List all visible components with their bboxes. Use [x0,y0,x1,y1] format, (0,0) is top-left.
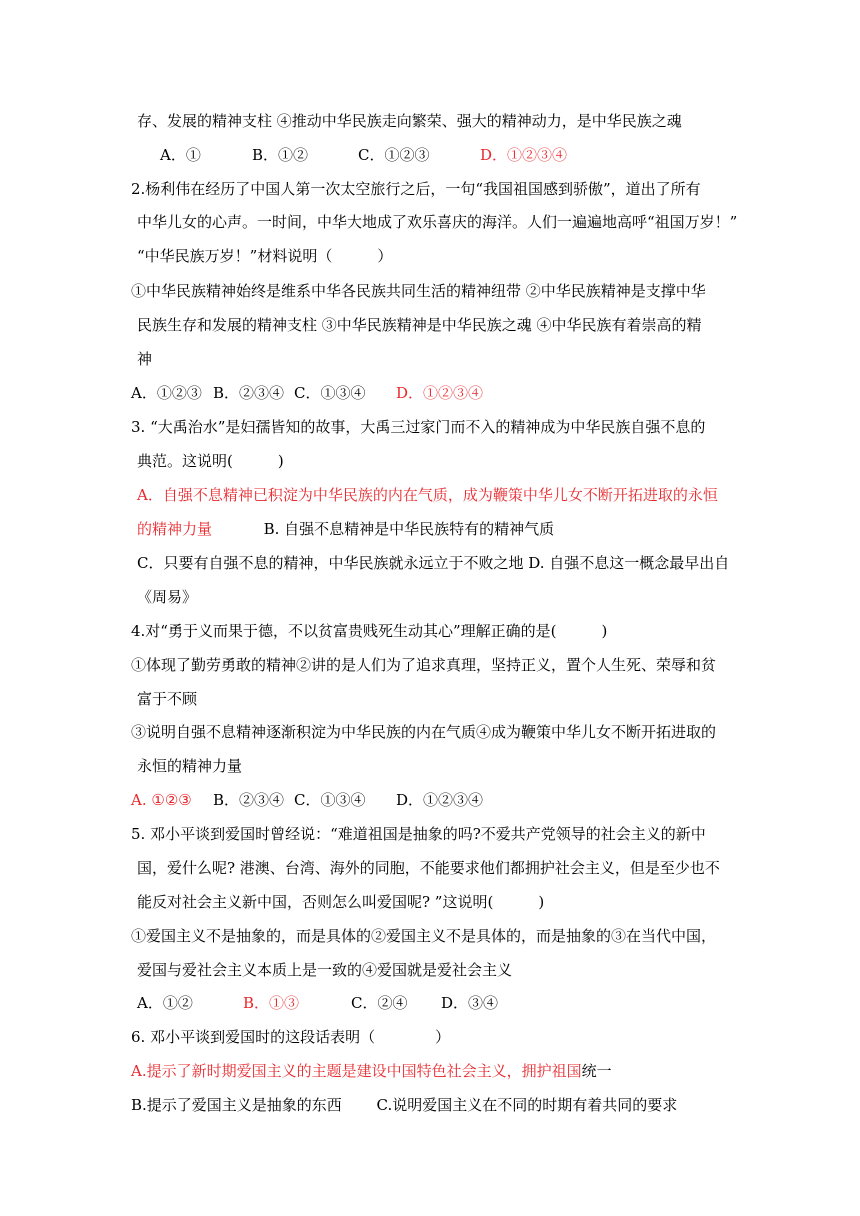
q6-option-bc-line: B.提示了爱国主义是抽象的东西 C.说明爱国主义在不同的时期有着共同的要求 [131,1096,678,1114]
q2-option-b: B．②③④ [213,384,285,402]
q5-stem-line-2: 国，爱什么呢? 港澳、台湾、海外的同胞，不能要求他们都拥护社会主义，但是至少也不 [137,859,720,877]
q5-stem-line-3: 能反对社会主义新中国，否则怎么叫爱国呢? ”这说明( ) [137,893,545,911]
q1-continuation: 存、发展的精神支柱 ④推动中华民族走向繁荣、强大的精神动力，是中华民族之魂 [137,112,682,130]
q5-stem-line-1: 5. 邓小平谈到爱国时曾经说：“难道祖国是抽象的吗?不爱共产党领导的社会主义的新中 [131,825,706,843]
q1-option-a: A．① [160,146,201,164]
q2-statement-line-1: ①中华民族精神始终是维系中华各民族共同生活的精神纽带 ②中华民族精神是支撑中华 [131,282,706,300]
q6-option-a-tail: 统一 [581,1062,612,1080]
q2-option-c: C．①③④ [294,384,366,402]
q3-option-b: B. 自强不息精神是中华民族特有的精神气质 [263,520,555,538]
q2-option-a: A．①②③ [131,384,202,402]
q4-statement-line-4: 永恒的精神力量 [137,757,243,775]
q5-option-c: C．②④ [351,994,408,1012]
q4-option-a-answer: A. ①②③ [131,791,192,809]
q2-statement-line-3: 神 [137,350,153,368]
q4-stem: 4.对“勇于义而果于德，不以贫富贵贱死生动其心”理解正确的是( ) [131,622,608,640]
q4-statement-line-3: ③说明自强不息精神逐渐积淀为中华民族的内在气质④成为鞭策中华儿女不断开拓进取的 [131,723,717,741]
q4-option-b: B．②③④ [213,791,285,809]
q5-option-d: D．③④ [441,994,499,1012]
q5-statement-line-2: 爱国与爱社会主义本质上是一致的④爱国就是爱社会主义 [137,961,513,979]
q6-stem: 6. 邓小平谈到爱国时的这段话表明（ ） [131,1028,451,1046]
q1-option-c: C．①②③ [358,146,430,164]
q3-stem-line-2: 典范。这说明( ) [137,452,284,470]
q3-option-cd-line-2: 《周易》 [137,588,198,606]
q3-option-cd-line-1: C．只要有自强不息的精神，中华民族就永远立于不败之地 D. 自强不息这一概念最早出自 [137,554,730,572]
q4-option-c: C．①③④ [294,791,366,809]
q6-option-a-line [131,1061,612,1081]
q2-stem-line-1: 2.杨利伟在经历了中国人第一次太空旅行之后，一句“我国祖国感到骄傲”，道出了所有 [131,180,701,198]
q5-option-a: A．①② [137,994,193,1012]
q1-option-b: B．①② [252,146,309,164]
q2-option-d-answer: D．①②③④ [396,384,484,402]
q3-option-a-answer-line-1: A．自强不息精神已积淀为中华民族的内在气质，成为鞭策中华儿女不断开拓进取的永恒 [137,486,718,504]
q2-stem-line-3: “中华民族万岁！”材料说明（ ） [137,247,393,265]
q2-statement-line-2: 民族生存和发展的精神支柱 ③中华民族精神是中华民族之魂 ④中华民族有着崇高的精 [137,316,702,334]
q1-option-d-answer: D．①②③④ [480,146,568,164]
q5-statement-line-1: ①爱国主义不是抽象的，而是具体的②爱国主义不是具体的，而是抽象的③在当代中国， [131,927,717,945]
q6-option-a-answer: A.提示了新时期爱国主义的主题是建设中国特色社会主义，拥护祖国 [131,1062,582,1080]
q4-statement-line-2: 富于不顾 [137,690,198,708]
q3-stem-line-1: 3. “大禹治水”是妇孺皆知的故事，大禹三过家门而不入的精神成为中华民族自强不息的 [131,418,706,436]
q5-option-b-answer: B．①③ [243,994,300,1012]
q3-option-a-b-line [137,519,554,539]
q3-option-a-answer-line-2: 的精神力量 [137,520,213,538]
q4-statement-line-1: ①体现了勤劳勇敢的精神②讲的是人们为了追求真理，坚持正义，置个人生死、荣辱和贫 [131,656,717,674]
q4-option-d: D．①②③④ [396,791,484,809]
q2-stem-line-2: 中华儿女的心声。一时间，中华大地成了欢乐喜庆的海洋。人们一遍遍地高呼“祖国万岁！” [137,213,738,231]
